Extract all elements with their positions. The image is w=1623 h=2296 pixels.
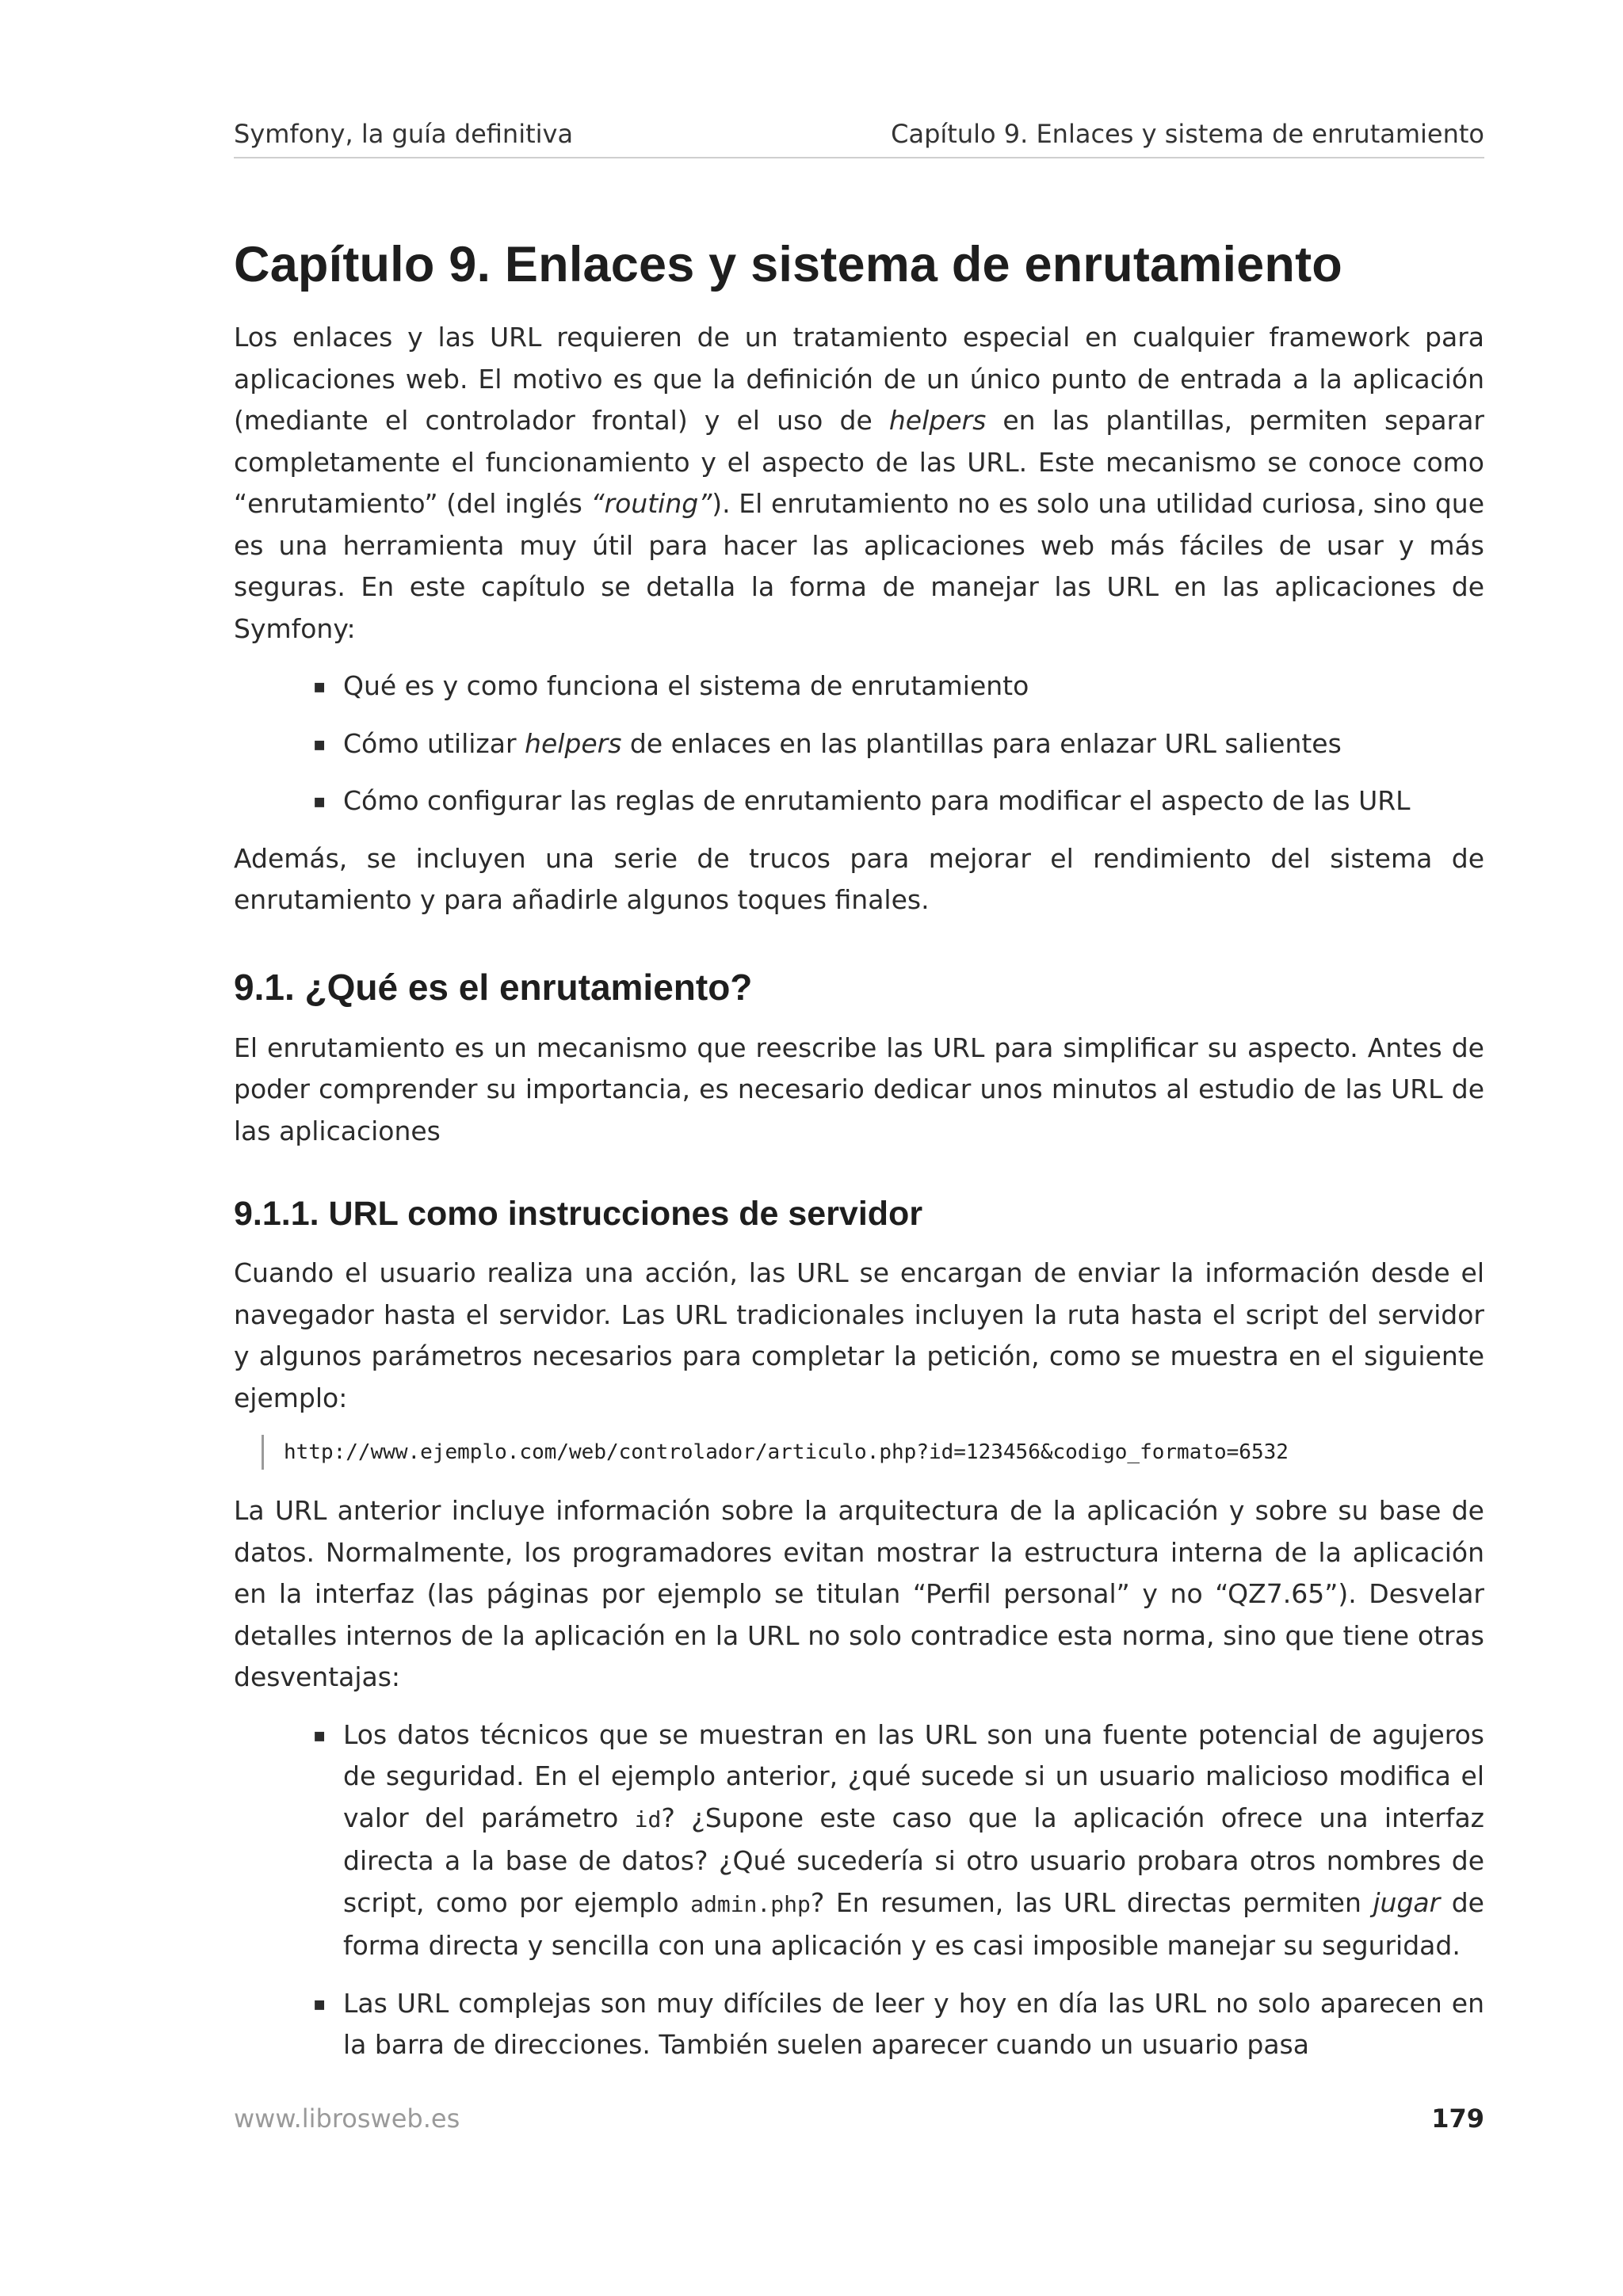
bullet-icon: ▪ — [313, 732, 327, 755]
bullet-icon: ▪ — [313, 790, 327, 812]
inline-code: id — [634, 1806, 662, 1833]
intro-bullet-list — [234, 666, 1484, 822]
section-title-9-1-1: 9.1.1. URL como instrucciones de servidor — [234, 1195, 923, 1233]
list-item-text: ? ¿Supone este caso que la aplicación ofrece una interfaz directa a la base de datos? ¿Qué sucedería si otro usuario probara otros nombres de script, como por ejemplo — [343, 1802, 1484, 1918]
text-run: ). El enrutamiento no es solo una utilidad curiosa, sino que es una herramienta muy útil para hacer las aplicaciones web más fáciles de usar y más seguras. En este capítulo se detalla la forma de manejar las URL en las aplicaciones de Symfony: — [234, 488, 1484, 644]
page-content — [234, 198, 1484, 2082]
list-item — [313, 723, 1484, 765]
list-item-text: de forma directa y sencilla con una aplicación y es casi imposible manejar su seguridad. — [343, 1886, 1484, 1961]
section-9-1-paragraph: El enrutamiento es un mecanismo que reescribe las URL para simplificar su aspecto. Antes de poder comprender su importancia, es necesario dedicar unos minutos al estudio de las URL de las aplicaciones — [234, 1032, 1484, 1146]
list-item — [313, 780, 1484, 822]
list-item — [313, 1983, 1484, 2066]
emphasis: jugar — [1373, 1886, 1441, 1918]
footer-website: www.librosweb.es — [234, 2103, 460, 2134]
inline-code: admin.php — [690, 1890, 811, 1917]
emphasis: “routing” — [590, 488, 712, 519]
list-item-text: Qué es y como funciona el sistema de enrutamiento — [343, 670, 1029, 701]
text-run: en las plantillas, permiten separar completamente el funcionamiento y el aspecto de las URL. Este mecanismo se conoce como “enrutamiento” (del inglés — [234, 405, 1484, 519]
list-item-text: Los datos técnicos que se muestran en las URL son una fuente potencial de agujeros de seguridad. En el ejemplo anterior, ¿qué sucede si un usuario malicioso modifica el valor del parámetro — [343, 1718, 1484, 1833]
list-item-text: Cómo configurar las reglas de enrutamiento para modificar el aspecto de las URL — [343, 785, 1411, 816]
bullet-icon: ▪ — [313, 1992, 327, 2015]
emphasis: helpers — [888, 405, 987, 436]
page-number: 179 — [1431, 2103, 1484, 2134]
list-item-text: Las URL complejas son muy difíciles de leer y hoy en día las URL no solo aparecen en la barra de direcciones. También suelen aparecer cuando un usuario pasa — [343, 1987, 1484, 2060]
code-example: http://www.ejemplo.com/web/controlador/articulo.php?id=123456&codigo_formato=6532 — [262, 1435, 1484, 1470]
intro-paragraph — [234, 317, 1484, 650]
header-book-title: Symfony, la guía definitiva — [234, 119, 574, 149]
running-footer — [234, 2103, 1484, 2134]
chapter-title: Capítulo 9. Enlaces y sistema de enrutamiento — [234, 237, 1342, 292]
header-chapter-title: Capítulo 9. Enlaces y sistema de enrutamiento — [891, 119, 1484, 149]
list-item-text: de enlaces en las plantillas para enlazar URL salientes — [621, 727, 1342, 759]
list-item-text: ? En resumen, las URL directas permiten — [810, 1886, 1373, 1918]
bullet-icon: ▪ — [313, 1723, 327, 1746]
running-header — [234, 119, 1484, 158]
disadvantages-bullet-list — [234, 1714, 1484, 2066]
list-item-text: Cómo utilizar — [343, 727, 525, 759]
section-9-1-1-paragraph: Cuando el usuario realiza una acción, las URL se encargan de enviar la información desde el navegador hasta el servidor. Las URL tradicionales incluyen la ruta hasta el script del servidor y algunos parámetros necesarios para completar la petición, como se muestra en el siguiente ejemplo: — [234, 1257, 1484, 1413]
text-run: Los enlaces y las URL requieren de un tratamiento especial en cualquier framework para aplicaciones web. El motivo es que la definición de un único punto de entrada a la aplicación (mediante el controlador frontal) y el uso de — [234, 322, 1484, 436]
emphasis: helpers — [525, 727, 622, 759]
intro-closing-paragraph: Además, se incluyen una serie de trucos para mejorar el rendimiento del sistema de enrutamiento y para añadirle algunos toques finales. — [234, 842, 1484, 915]
list-item — [313, 1714, 1484, 1967]
bullet-icon: ▪ — [313, 675, 327, 697]
list-item — [313, 666, 1484, 707]
section-title-9-1: 9.1. ¿Qué es el enrutamiento? — [234, 966, 753, 1008]
section-9-1-1-paragraph-2: La URL anterior incluye información sobre la arquitectura de la aplicación y sobre su base de datos. Normalmente, los programadores evitan mostrar la estructura interna de la aplicación en la interfaz (las páginas por ejemplo se titulan “Perfil personal” y no “QZ7.65”). Desvelar detalles internos de la aplicación en la URL no solo contradice esta norma, sino que tiene otras desventajas: — [234, 1495, 1484, 1692]
